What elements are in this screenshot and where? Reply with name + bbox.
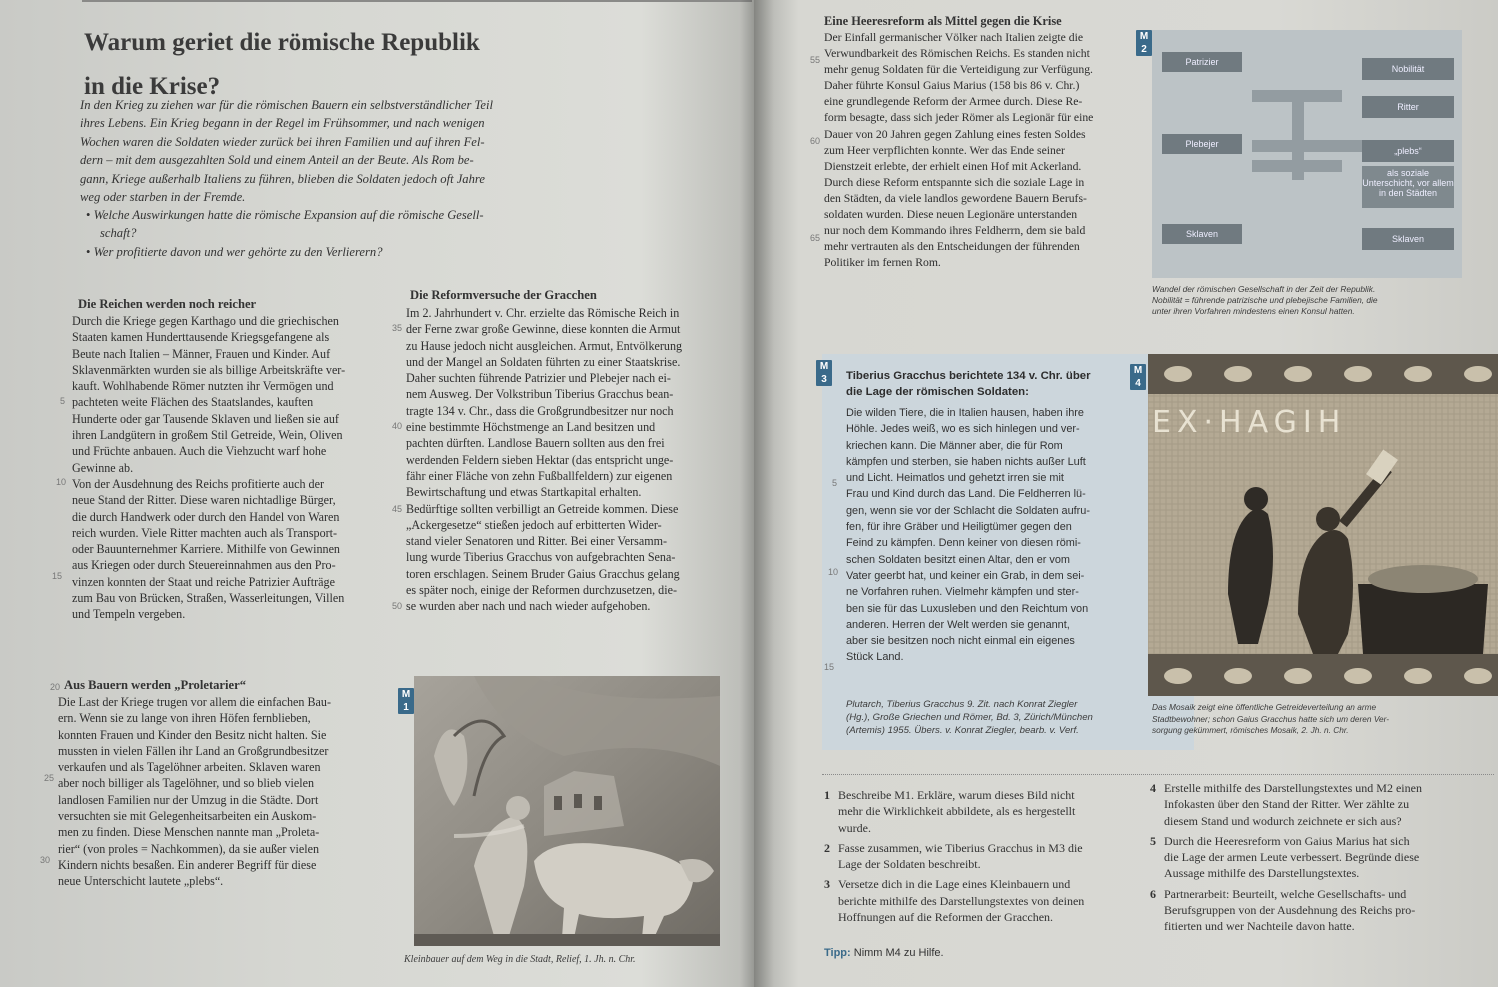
intro-line: weg oder starben in der Fremde. (80, 190, 246, 205)
task-line: Partnerarbeit: Beurteilt, welche Gesellschafts- und (1164, 886, 1407, 901)
gutter-shadow (740, 0, 754, 987)
badge-letter: M (1133, 365, 1143, 376)
top-rule (82, 0, 752, 2)
relief-image (414, 676, 720, 946)
text-line: es später noch, einige der Reformen durchzusetzen, die- (406, 583, 677, 598)
diagram-plebs: „plebs“ (1362, 140, 1454, 162)
m3-badge (816, 360, 832, 386)
text-line: stand vieler Senatoren und Ritter. Bei einer Versamm- (406, 534, 668, 549)
text-line: Verwundbarkeit des Römischen Reichs. Es standen nicht (824, 47, 1090, 61)
text-line: und Tempeln vergeben. (72, 607, 186, 622)
text-line: Politiker im fernen Rom. (824, 256, 941, 270)
diagram-nobilitaet: Nobilität (1362, 58, 1454, 80)
intro-line: dern – mit dem ausgezahlten Sold und einem Anteil an der Beute. Als Rom be- (80, 153, 474, 168)
badge-number: 4 (1135, 378, 1141, 389)
task-number: 3 (824, 877, 830, 892)
text-line: und der Mangel an Soldaten führten zu einer Staatskrise. (406, 354, 681, 369)
text-line: Der Einfall germanischer Völker nach Italien zeigte die (824, 31, 1084, 44)
m3-quote (846, 405, 1191, 666)
text-line: nem Ausweg. Der Volkstribun Tiberius Gracchus bean- (406, 387, 674, 402)
text-line: mussten in vielen Fällen ihr Land an Großgrundbesitzer (58, 743, 329, 758)
line-number: 65 (810, 233, 821, 243)
text-line: Daher führte Konsul Gaius Marius (158 bis 86 v. Chr.) (824, 79, 1080, 93)
diagram-sklaven-right: Sklaven (1362, 228, 1454, 250)
caption-line: Nobilität = führende patrizische und plebejische Familien, die (1152, 295, 1378, 306)
text-line: Durch die Kriege gegen Karthago und die griechischen (72, 314, 339, 328)
line-number: 10 (828, 567, 839, 577)
text-line: Bewirtschaftung und etwas Startkapital erhalten. (406, 485, 642, 500)
question-item: • Welche Auswirkungen hatte die römische Expansion auf die römische Gesell- (86, 208, 484, 222)
line-number: 10 (56, 477, 67, 487)
diagram-patrizier: Patrizier (1162, 52, 1242, 72)
tipp-label: Tipp: (824, 947, 851, 959)
intro-line: Wochen waren die Soldaten wieder zurück bei ihren Familien und auf ihren Fel- (80, 134, 485, 149)
section-heading-heeresreform: Eine Heeresreform als Mittel gegen die Krise (824, 14, 1062, 28)
questions-list (86, 206, 646, 261)
text-line: Von der Ausdehnung des Reichs profitierte auch der (72, 476, 325, 491)
text-line: der Ferne zwar große Gewinne, diese konnten die Armut (406, 322, 681, 337)
quote-line: gen, wenn sie vor der Schlacht die Soldaten aufru- (846, 504, 1090, 517)
intro-line: gann, Kriege außerhalb Italiens zu führen, blieben die Soldaten jedoch oft Jahre (80, 171, 485, 186)
quote-line: ben sie für das Luxusleben und den Reichtum von (846, 602, 1089, 615)
intro-text (80, 96, 640, 206)
task-line: Hoffnungen auf die Reformen der Gracchen. (838, 910, 1054, 925)
badge-letter: M (819, 361, 829, 372)
text-line: Staaten kamen Hunderttausende Kriegsgefangene als (72, 330, 330, 345)
m3-source-citation (846, 698, 1186, 737)
caption-line: unter ihren Vorfahren mindestens einen Konsul hatten. (1152, 306, 1355, 317)
text-line: Sklavenmärkten wurden sie als billige Arbeitskräfte ver- (72, 362, 346, 377)
task-line: diesem Stand und wodurch zeichnete er sich aus? (1164, 813, 1402, 828)
text-line: „Ackergesetze“ stießen jedoch auf erbitterten Wider- (406, 517, 662, 532)
text-line: eine bestimmte Höchstmenge an Land besitzen und (406, 420, 656, 435)
task-line: Beschreibe M1. Erkläre, warum dieses Bild nicht (838, 788, 1075, 802)
task-line: mehr die Wirklichkeit abbildete, als es hergestellt (838, 804, 1076, 819)
line-number: 20 (50, 682, 61, 692)
text-line: kauft. Wohlhabende Römer nutzten ihr Vermögen und (72, 379, 334, 394)
text-line: verkaufen und als Tagelöhner arbeiten. Sklaven waren (58, 760, 321, 775)
text-line: mehr genug Soldaten für die Verteidigung zur Verfügung. (824, 63, 1093, 77)
diagram-plebejer: Plebejer (1162, 134, 1242, 154)
section-text-gracchen (406, 305, 716, 615)
task-line: wurde. (838, 820, 871, 835)
text-line: landlosen Familien nur der Umzug in die Städte. Dort (58, 792, 319, 807)
text-line: neue Stand der Ritter. Diese waren nichtadlige Bürger, (72, 493, 336, 508)
task-line: berichte mithilfe des Darstellungstextes von deinen (838, 893, 1085, 908)
text-line: Dienstzeit erlebte, der erhielt einen Hof mit Ackerland. (824, 159, 1082, 173)
quote-line: ne Vorfahren ruhen. Vielmehr kämpfen und ster- (846, 586, 1079, 599)
text-line: ern. Wenn sie zu lange von ihren Höfen fernblieben, (58, 711, 311, 726)
section-text-proletarier (58, 694, 376, 890)
section-heading-gracchen: Die Reformversuche der Gracchen (410, 288, 597, 302)
task-line: Durch die Heeresreform von Gaius Marius hat sich (1164, 833, 1410, 848)
text-line: zu Hause jedoch nicht ausgleichen. Armut, Entvölkerung (406, 338, 683, 353)
task-number: 1 (824, 788, 830, 802)
question-text: Wer profitierte davon und wer gehörte zu den Verlierern? (93, 244, 383, 259)
task-line: die Lage der armen Leute verbessert. Begründe diese (1164, 850, 1420, 865)
text-line: und Früchte anbauen. Auch die Viehzucht warf hohe (72, 444, 327, 459)
text-line: tragte 134 v. Chr., dass die Großgrundbesitzer nur noch (406, 403, 674, 418)
caption-line: Das Mosaik zeigt eine öffentliche Getreideverteilung an arme (1152, 702, 1377, 712)
diagram-unterschicht: als soziale Unterschicht, vor allem in den Städten (1362, 166, 1454, 208)
task-number: 5 (1150, 833, 1156, 848)
line-number: 45 (392, 504, 403, 514)
caption-line: sorgung gekümmert, römisches Mosaik, 2. Jh. n. Chr. (1152, 725, 1349, 736)
text-line: versuchten sie mit Gelegenheitsarbeiten ein Auskom- (58, 809, 317, 824)
quote-line: Stück Land. (846, 651, 904, 664)
tipp-text: Nimm M4 zu Hilfe. (853, 947, 944, 959)
line-number: 55 (810, 55, 821, 65)
task-item (1150, 886, 1470, 935)
task-line: Erstelle mithilfe des Darstellungstextes und M2 einen (1164, 781, 1422, 795)
text-line: Kindern nichts besaßen. Ein anderer Begriff für diese (58, 857, 317, 872)
text-line: pachten dürften. Landlose Bauern sollten aus den frei (406, 436, 665, 451)
text-line: ihren Landgütern in großem Stil Getreide, Wein, Oliven (72, 428, 343, 443)
text-line: zum Heer verpflichten konnte. Wer das Ende seiner (824, 143, 1065, 157)
line-number: 30 (40, 855, 51, 865)
quote-line: Vater geerbt hat, und keiner ein Grab, in dem sei- (846, 569, 1085, 582)
task-line: Berufsgruppen von der Ausdehnung des Reichs pro- (1164, 903, 1416, 918)
badge-number: 1 (403, 702, 409, 713)
task-item (824, 787, 1124, 836)
quote-line: aber sie besitzen noch nicht einmal ein eigenes (846, 635, 1075, 648)
quote-line: Frau und Kind durch das Land. Die Feldherren lü- (846, 488, 1086, 501)
question-item-cont: schaft? (100, 226, 137, 241)
text-line: die durch Handwerk oder durch den Handel von Waren (72, 509, 340, 524)
task-number: 6 (1150, 886, 1156, 901)
citation-line: (Hg.), Große Griechen und Römer, Bd. 3, Zürich/München (846, 712, 1093, 723)
caption-line: Stadtbewohner; schon Gaius Gracchus hatte sich um deren Ver- (1152, 713, 1390, 724)
text-line: Im 2. Jahrhundert v. Chr. erzielte das Römische Reich in (406, 306, 680, 320)
title-line: die Lage der römischen Soldaten: (846, 386, 1029, 398)
diagram-connector (1252, 140, 1362, 152)
text-line: Die Last der Kriege trugen vor allem die einfachen Bau- (58, 695, 332, 709)
task-item (1150, 780, 1470, 829)
text-line: lung wurde Tiberius Gracchus von aufgebrachten Sena- (406, 550, 676, 565)
task-item (1150, 833, 1470, 882)
line-number: 50 (392, 601, 403, 611)
text-line: vinzen konnten der Staat und reiche Patrizier Aufträge (72, 574, 335, 589)
diagram-sklaven-left: Sklaven (1162, 224, 1242, 244)
society-diagram (1152, 30, 1462, 278)
text-line: mehr vertrauten als den Entscheidungen der führenden (824, 240, 1080, 254)
m2-badge (1136, 30, 1152, 56)
text-line: soldaten wurden. Diese neuen Legionäre unterstanden (824, 208, 1078, 222)
task-number: 2 (824, 840, 830, 855)
text-line: oder Bauunternehmer Karriere. Mithilfe von Gewinnen (72, 542, 340, 557)
task-list-right (1150, 780, 1470, 939)
badge-number: 2 (1141, 44, 1147, 55)
quote-line: Feind zu kämpfen. Denn keiner von diesen römi- (846, 537, 1081, 550)
text-line: Daher suchten führende Patrizier und Plebejer nach ei- (406, 371, 671, 386)
line-number: 5 (832, 478, 838, 488)
text-line: Gewinne ab. (72, 460, 134, 475)
title-line: Warum geriet die römische Republik (84, 29, 480, 56)
text-line: fähr einer Fläche von zehn Fußballfeldern) zur eigenen (406, 468, 673, 483)
diagram-connector (1252, 160, 1342, 172)
tipp-line (824, 945, 944, 961)
quote-line: Die wilden Tiere, die in Italien hausen, haben ihre (846, 407, 1084, 419)
text-line: form besagte, dass sich jeder Römer als Legionär für eine (824, 111, 1094, 125)
quote-line: fen, für ihre Gräber und Heiligtümer gegen den (846, 521, 1072, 534)
quote-line: kämpfen und sterben, sie haben nichts außer Luft (846, 455, 1086, 468)
text-line: den Städten, da viele landlos gewordene Bauern Berufs- (824, 191, 1087, 205)
m1-badge (398, 688, 414, 714)
m1-caption: Kleinbauer auf dem Weg in die Stadt, Relief, 1. Jh. n. Chr. (404, 954, 636, 965)
badge-letter: M (1139, 31, 1149, 42)
line-number: 40 (392, 421, 403, 431)
section-text-rich (72, 313, 377, 623)
text-line: konnten Frauen und Kinder den Besitz nicht halten. Sie (58, 727, 327, 742)
text-line: men zu finden. Diese Menschen nannte man „Proleta- (58, 825, 320, 840)
text-line: reich wurden. Viele Ritter machten auch als Transport- (72, 525, 338, 540)
citation-line: Plutarch, Tiberius Gracchus 9. Zit. nach Konrat Ziegler (846, 699, 1078, 710)
intro-line: ihres Lebens. Ein Krieg begann in der Regel im Frühsommer, und nach wenigen (80, 116, 485, 131)
right-page (754, 0, 1498, 987)
page-title (84, 24, 480, 106)
gutter-shadow (754, 0, 774, 987)
text-line: Hunderte oder gar Tausende Sklaven und ließen sie auf (72, 411, 339, 426)
divider (822, 774, 1494, 775)
question-text: Welche Auswirkungen hatte die römische Expansion auf die römische Gesell- (93, 208, 484, 222)
badge-letter: M (401, 689, 411, 700)
text-line: werdenden Feldern sieben Hektar (das entspricht unge- (406, 452, 674, 467)
text-line: rier“ (von proles = Nachkommen), da sie außer vielen (58, 841, 320, 856)
task-line: Versetze dich in die Lage eines Kleinbauern und (838, 877, 1071, 892)
title-line: Tiberius Gracchus berichtete 134 v. Chr. über (846, 370, 1091, 382)
section-heading-rich: Die Reichen werden noch reicher (78, 297, 257, 311)
m4-badge (1130, 364, 1146, 390)
mosaic-illustration (1148, 354, 1498, 696)
text-line: neue Unterschicht lautete „plebs“. (58, 874, 224, 889)
quote-line: und Licht. Heimatlos und gehetzt irren sie mit (846, 472, 1064, 485)
text-line: toren erschlagen. Seinem Bruder Gaius Gracchus gelang (406, 566, 680, 581)
text-line: Bedürftige sollten verbilligt an Getreide kommen. Diese (406, 501, 679, 516)
quote-line: anderen. Herren der Welt werden sie genannt, (846, 618, 1070, 631)
task-item (824, 876, 1124, 925)
badge-number: 3 (821, 374, 827, 385)
text-line: pachteten weite Flächen des Staatslandes, kauften (72, 395, 314, 410)
section-text-heeresreform (824, 30, 1124, 271)
title-line: in die Krise? (84, 73, 221, 100)
task-line: Infokasten über den Stand der Ritter. Wer zählte zu (1164, 797, 1410, 812)
m4-caption (1152, 702, 1492, 737)
text-line: nur noch dem Kommando ihres Feldherrn, dem sie bald (824, 224, 1086, 238)
task-line: Lage der Soldaten beschreibt. (838, 857, 981, 872)
text-line: Dauer von 20 Jahren gegen Zahlung eines festen Soldes (824, 127, 1086, 141)
task-list-left (824, 787, 1124, 929)
line-number: 35 (392, 323, 403, 333)
line-number: 15 (824, 662, 835, 672)
citation-line: (Artemis) 1955. Übers. v. Konrat Ziegler, bearb. v. Verf. (846, 725, 1079, 736)
task-number: 4 (1150, 781, 1156, 795)
mosaic-inscription: EX·HAGIH (1152, 405, 1347, 440)
m2-caption (1152, 284, 1482, 318)
text-line: se wurden aber nach und nach wieder aufgehoben. (406, 599, 651, 614)
intro-line: In den Krieg zu ziehen war für die römischen Bauern ein selbstverständlicher Teil (80, 98, 493, 112)
task-item (824, 840, 1124, 873)
text-line: zum Bau von Brücken, Straßen, Wasserleitungen, Villen (72, 591, 345, 606)
task-line: Aussage mithilfe des Darstellungstextes. (1164, 866, 1360, 881)
text-line: eine grundlegende Reform der Armee durch. Diese Re- (824, 95, 1083, 109)
text-line: Beute nach Italien – Männer, Frauen und Kinder. Auf (72, 346, 331, 361)
quote-line: schen Soldaten besitzt einen Altar, den er vom (846, 553, 1071, 566)
task-line: Fasse zusammen, wie Tiberius Gracchus in M3 die (838, 840, 1083, 855)
diagram-ritter: Ritter (1362, 96, 1454, 118)
relief-illustration (414, 676, 720, 946)
quote-line: Höhle. Jedes weiß, wo es sich hinlegen und ver- (846, 423, 1080, 436)
line-number: 25 (44, 773, 55, 783)
task-line: fitierten und wer Nachteile davon hatte. (1164, 919, 1355, 934)
section-heading-proletarier: Aus Bauern werden „Proletarier“ (64, 678, 246, 692)
question-item: • Wer profitierte davon und wer gehörte zu den Verlierern? (86, 244, 383, 259)
caption-line: Wandel der römischen Gesellschaft in der Zeit der Republik. (1152, 284, 1376, 294)
text-line: Durch diese Reform entspannte sich die soziale Lage in (824, 175, 1085, 189)
text-line: aus Kriegen oder durch Steuereinnahmen aus den Pro- (72, 558, 336, 573)
mosaic-image (1148, 354, 1498, 696)
line-number: 60 (810, 136, 821, 146)
line-number: 15 (52, 571, 63, 581)
quote-line: kriechen kann. Die Männer aber, die für Rom (846, 439, 1063, 452)
text-line: aber noch billiger als Tagelöhner, und so blieb vielen (58, 776, 315, 791)
line-number: 5 (60, 396, 66, 406)
